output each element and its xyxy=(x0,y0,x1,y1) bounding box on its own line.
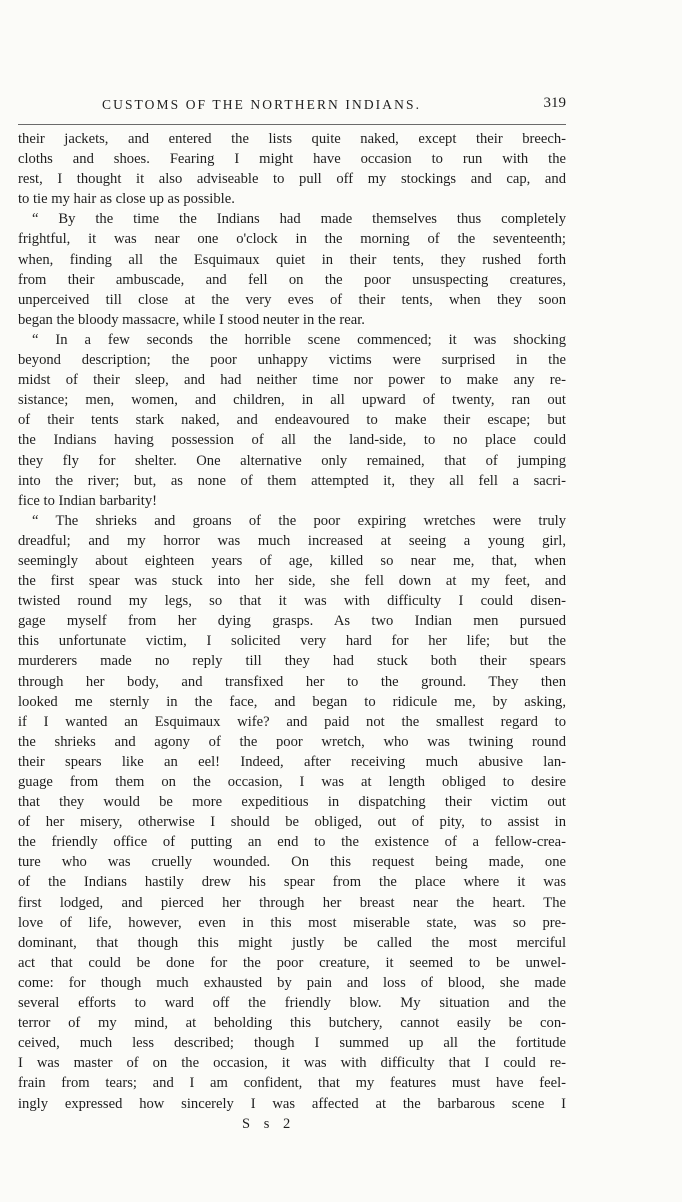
text-line: ingly expressed how sincerely I was affected at the barbarous scene I xyxy=(18,1095,566,1112)
book-page xyxy=(18,90,566,1133)
text-line: dominant, that though this might justly be called the most merciful xyxy=(18,934,566,951)
text-line: unperceived till close at the very eves of their tents, when they soon xyxy=(18,291,566,308)
text-line: they fly for shelter. One alternative only remained, that of jumping xyxy=(18,452,566,469)
text-line: “ By the time the Indians had made themselves thus completely xyxy=(32,211,566,228)
text-line: twisted round my legs, so that it was with difficulty I could disen- xyxy=(18,593,566,610)
text-line: if I wanted an Esquimaux wife? and paid not the smallest regard to xyxy=(18,713,566,730)
text-line: seemingly about eighteen years of age, killed so near me, that, when xyxy=(18,552,566,569)
text-line: of the Indians hastily drew his spear from the place where it was xyxy=(18,874,566,891)
text-line: act that could be done for the poor creature, it seemed to be unwel- xyxy=(18,954,566,971)
text-line: frain from tears; and I am confident, that my features must have feel- xyxy=(18,1075,566,1092)
body-text xyxy=(18,129,566,1114)
text-line: midst of their sleep, and had neither time nor power to make any re- xyxy=(18,372,566,389)
text-line: I was master of on the occasion, it was with difficulty that I could re- xyxy=(18,1055,566,1072)
text-line: guage from them on the occasion, I was at length obliged to desire xyxy=(18,774,566,790)
signature-mark: S s 2 xyxy=(242,1115,296,1132)
text-line: this unfortunate victim, I solicited very hard for her life; but the xyxy=(18,633,566,650)
text-line: the Indians having possession of all the land-side, to no place could xyxy=(18,432,566,449)
text-line: murderers made no reply till they had stuck both their spears xyxy=(18,653,566,670)
text-line: dreadful; and my horror was much increased at seeing a young girl, xyxy=(18,532,566,549)
text-line: into the river; but, as none of them attempted it, they all fell a sacri- xyxy=(18,472,566,489)
running-title: CUSTOMS OF THE NORTHERN INDIANS. xyxy=(102,97,422,112)
text-line: the first spear was stuck into her side, she fell down at my feet, and xyxy=(18,573,566,590)
text-line: “ In a few seconds the horrible scene commenced; it was shocking xyxy=(32,331,566,348)
text-line: from their ambuscade, and fell on the poor unsuspecting creatures, xyxy=(18,271,566,288)
text-line: to tie my hair as close up as possible. xyxy=(18,191,235,208)
text-line: began the bloody massacre, while I stood neuter in the rear. xyxy=(18,311,365,328)
text-line: love of life, however, even in this most miserable state, was so pre- xyxy=(18,914,566,931)
text-line: their jackets, and entered the lists quite naked, except their breech- xyxy=(18,131,566,147)
text-line: “ The shrieks and groans of the poor expiring wretches were truly xyxy=(32,512,566,529)
text-line: their spears like an eel! Indeed, after receiving much abusive lan- xyxy=(18,753,566,770)
running-head xyxy=(18,90,566,125)
text-line: come: for though much exhausted by pain and loss of blood, she made xyxy=(18,974,566,991)
text-line: ture who was cruelly wounded. On this request being made, one xyxy=(18,854,566,871)
text-line: first lodged, and pierced her through her breast near the heart. The xyxy=(18,894,566,911)
text-line: of her misery, otherwise I should be obliged, out of pity, to assist in xyxy=(18,814,566,831)
text-line: looked me sternly in the face, and began to ridicule me, by asking, xyxy=(18,693,566,710)
text-line: ceived, much less described; though I summed up all the fortitude xyxy=(18,1035,566,1052)
text-line: the shrieks and agony of the poor wretch, who was twining round xyxy=(18,733,566,750)
text-line: that they would be more expeditious in dispatching their victim out xyxy=(18,794,566,811)
text-line: when, finding all the Esquimaux quiet in their tents, they rushed forth xyxy=(18,251,566,268)
text-line: fice to Indian barbarity! xyxy=(18,492,157,509)
text-line: terror of my mind, at beholding this butchery, cannot easily be con- xyxy=(18,1015,566,1032)
page-number: 319 xyxy=(543,95,566,111)
text-line: rest, I thought it also adviseable to pull off my stockings and cap, and xyxy=(18,171,566,188)
text-line: frightful, it was near one o'clock in the morning of the seventeenth; xyxy=(18,231,566,248)
text-line: cloths and shoes. Fearing I might have occasion to run with the xyxy=(18,151,566,168)
text-line: gage myself from her dying grasps. As two Indian men pursued xyxy=(18,613,566,630)
text-line: beyond description; the poor unhappy victims were surprised in the xyxy=(18,352,566,369)
text-line: of their tents stark naked, and endeavoured to make their escape; but xyxy=(18,412,566,429)
text-line: the friendly office of putting an end to the existence of a fellow-crea- xyxy=(18,834,566,851)
text-line: several efforts to ward off the friendly blow. My situation and the xyxy=(18,995,566,1012)
text-line: sistance; men, women, and children, in all upward of twenty, ran out xyxy=(18,392,566,409)
text-line: through her body, and transfixed her to the ground. They then xyxy=(18,673,566,690)
